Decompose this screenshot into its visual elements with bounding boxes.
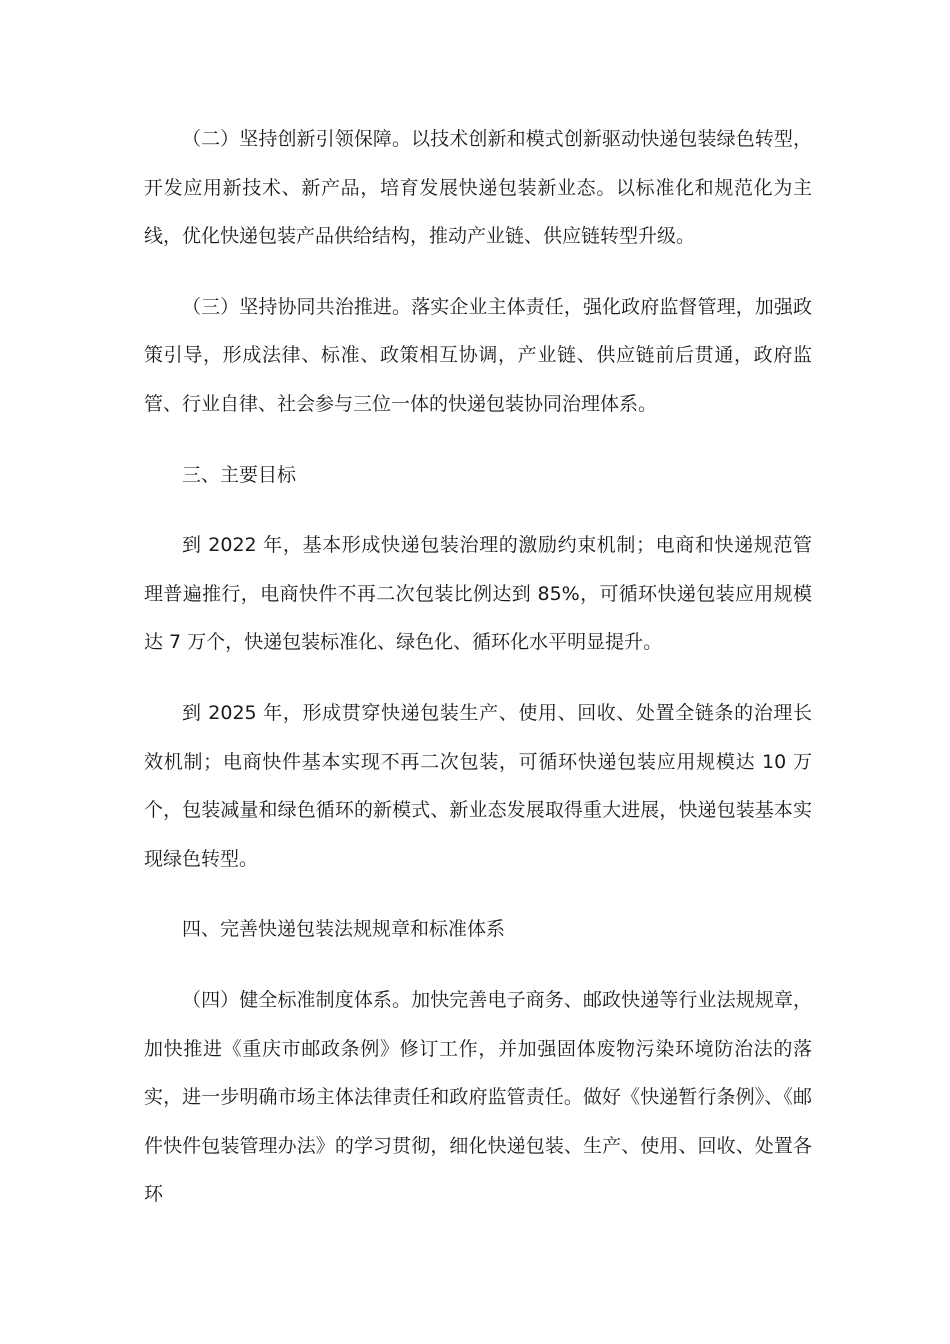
paragraph-si: （四）健全标准制度体系。加快完善电子商务、邮政快递等行业法规规章，加快推进《重庆市邮政条例》修订工作，并加强固体废物污染环境防治法的落实，进一步明确市场主体法律责任和政府监管责任。做好《快递暂行条例》、《邮件快件包装管理办法》的学习贯彻，细化快递包装、生产、使用、回收、处置各环 xyxy=(144,988,812,1206)
paragraph-er: （二）坚持创新引领保障。以技术创新和模式创新驱动快递包装绿色转型，开发应用新技术、新产品，培育发展快递包装新业态。以标准化和规范化为主线，优化快递包装产品供给结构，推动产业链、供应链转型升级。 xyxy=(144,128,812,248)
document-body xyxy=(144,115,812,1241)
heading-regulations: 四、完善快递包装法规规章和标准体系 xyxy=(182,918,506,941)
paragraph-goal-2025: 到 2025 年，形成贯穿快递包装生产、使用、回收、处置全链条的治理长效机制；电商快件基本实现不再二次包装，可循环快递包装应用规模达 10 万个，包装减量和绿色循环的新模式、新业态发展取得重大进展，快递包装基本实现绿色转型。 xyxy=(144,701,812,870)
heading-main-goals: 三、主要目标 xyxy=(182,463,297,486)
paragraph-goal-2022: 到 2022 年，基本形成快递包装治理的激励约束机制；电商和快递规范管理普遍推行，电商快件不再二次包装比例达到 85%，可循环快递包装应用规模达 7 万个，快递包装标准化、绿色化、循环化水平明显提升。 xyxy=(144,534,812,654)
paragraph-san: （三）坚持协同共治推进。落实企业主体责任，强化政府监督管理，加强政策引导，形成法律、标准、政策相互协调，产业链、供应链前后贯通，政府监管、行业自律、社会参与三位一体的快递包装协同治理体系。 xyxy=(144,295,812,415)
